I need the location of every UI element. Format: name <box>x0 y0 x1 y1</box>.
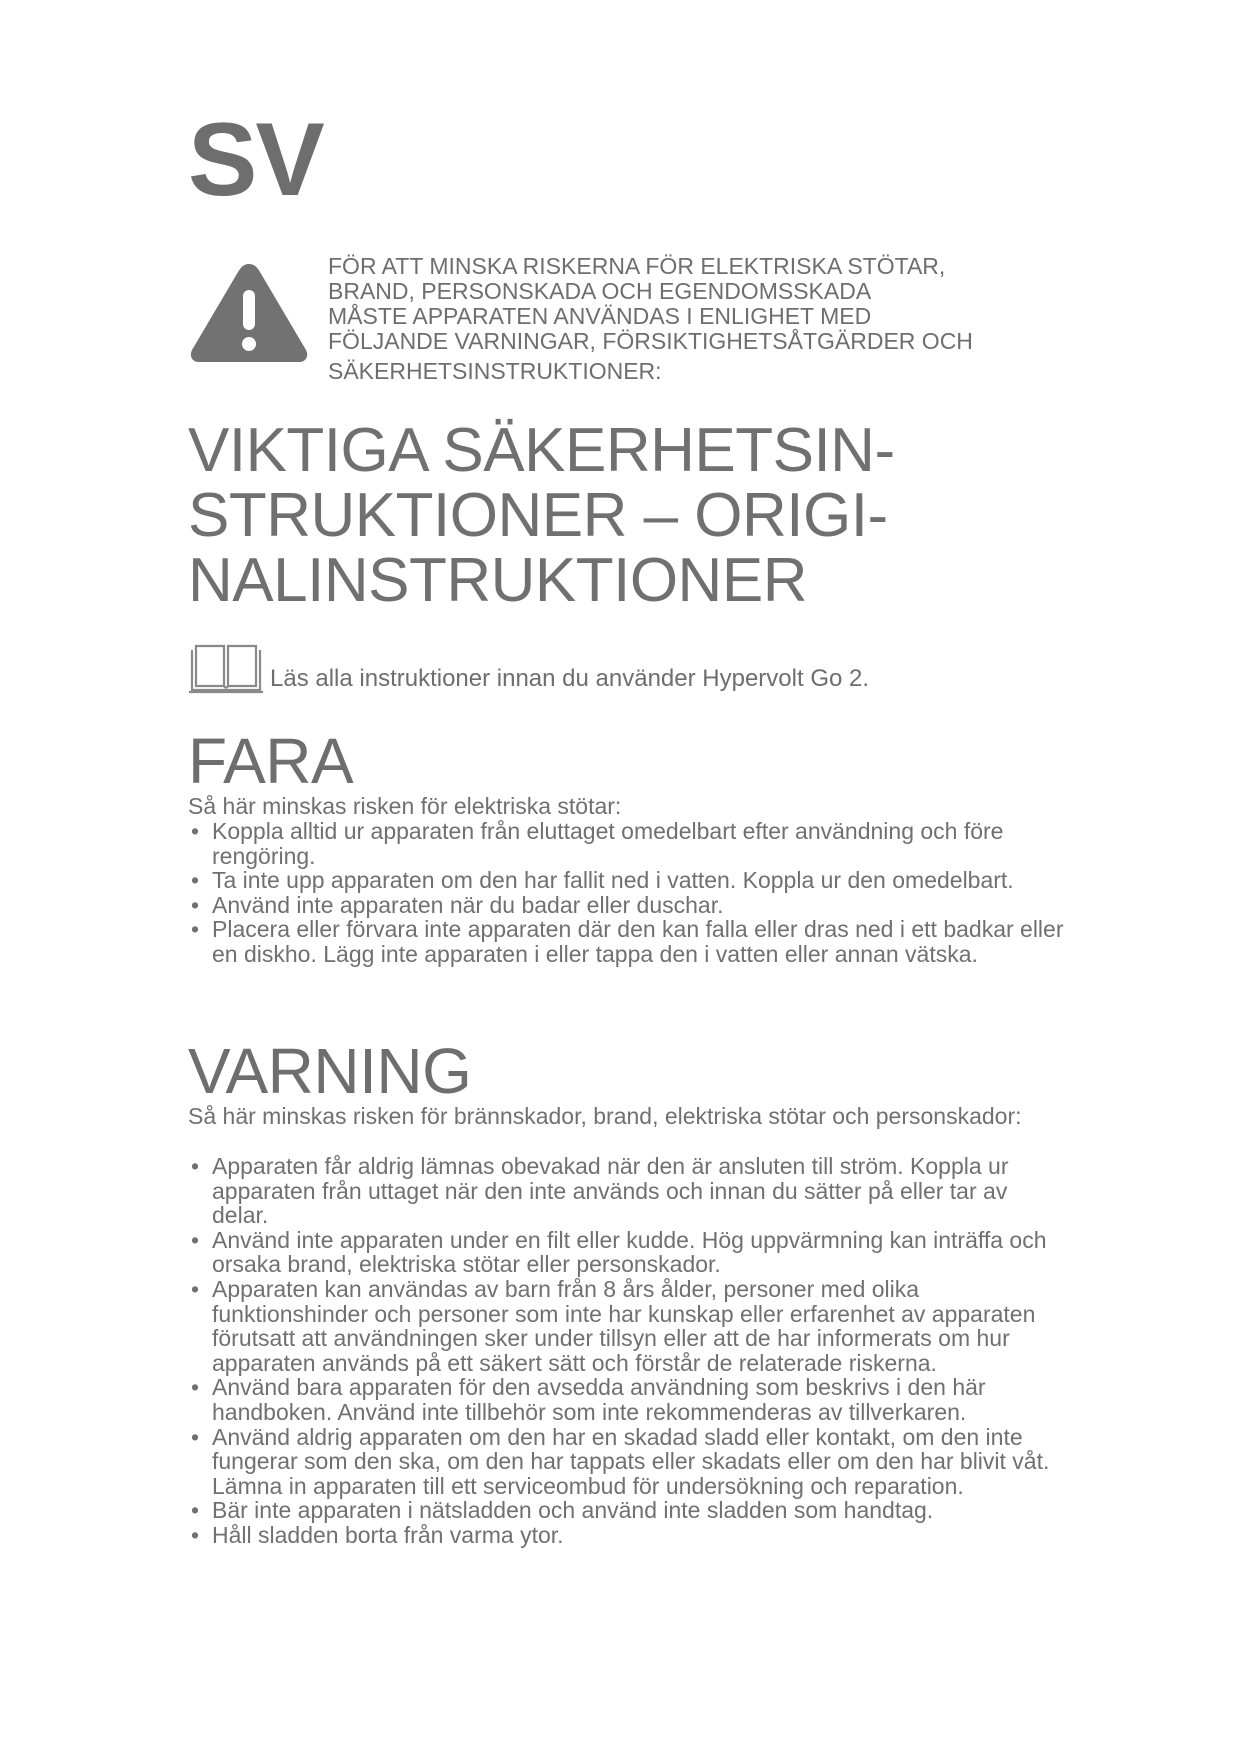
warning-statement <box>328 254 1088 384</box>
title-line: NALINSTRUKTIONER <box>188 546 807 615</box>
list-item: • Placera eller förvara inte apparaten där den kan falla eller dras ned i ett badkar eller en diskho. Lägg inte apparaten i eller tappa den i vatten eller annan vätska. <box>188 917 1068 966</box>
read-instructions-text: Läs alla instruktioner innan du använder Hypervolt Go 2. <box>270 665 870 692</box>
title-line: VIKTIGA SÄKERHETSIN- <box>188 416 895 485</box>
warning-line: BRAND, PERSONSKADA OCH EGENDOMSSKADA <box>328 278 872 304</box>
list-item: • Använd inte apparaten under en filt eller kudde. Hög uppvärmning kan inträffa och orsaka brand, elektriska stötar eller personskador. <box>188 1228 1068 1277</box>
warning-line: SÄKERHETSINSTRUKTIONER: <box>328 358 662 384</box>
danger-heading: FARA <box>188 725 354 797</box>
warning-triangle-icon <box>188 258 310 366</box>
list-item: • Använd bara apparaten för den avsedda användning som beskrivs i den här handboken. Använd inte tillbehör som inte rekommenderas av tillverkaren. <box>188 1375 1068 1424</box>
list-item: • Bär inte apparaten i nätsladden och använd inte sladden som handtag. <box>188 1498 1068 1523</box>
warning-intro: Så här minskas risken för brännskador, brand, elektriska stötar och personskador: <box>188 1103 1022 1129</box>
warning-line: MÅSTE APPARATEN ANVÄNDAS I ENLIGHET MED <box>328 303 872 329</box>
list-item: • Använd aldrig apparaten om den har en skadad sladd eller kontakt, om den inte fungerar som den ska, om den har tappats eller skadats eller om den har blivit våt. Lämna in apparaten till ett serviceombud för undersökning och reparation. <box>188 1425 1068 1499</box>
warning-heading: VARNING <box>188 1035 472 1107</box>
list-item: • Koppla alltid ur apparaten från eluttaget omedelbart efter användning och före rengöring. <box>188 819 1068 868</box>
list-item: • Apparaten kan användas av barn från 8 års ålder, personer med olika funktionshinder och personer som inte har kunskap eller erfarenhet av apparaten förutsatt att användningen sker under tillsyn eller att de har informerats om hur apparaten används på ett säkert sätt och förstår de relaterade riskerna. <box>188 1277 1068 1375</box>
warning-line: FÖLJANDE VARNINGAR, FÖRSIKTIGHETSÅTGÄRDER OCH <box>328 328 973 354</box>
main-title <box>188 418 1088 613</box>
title-line: STRUKTIONER – ORIGI- <box>188 481 888 550</box>
list-item: • Ta inte upp apparaten om den har fallit ned i vatten. Koppla ur den omedelbart. <box>188 868 1068 893</box>
list-item: • Använd inte apparaten när du badar eller duschar. <box>188 893 1068 918</box>
language-code: SV <box>188 102 323 218</box>
danger-intro: Så här minskas risken för elektriska stötar: <box>188 793 622 819</box>
list-item: • Håll sladden borta från varma ytor. <box>188 1523 1068 1548</box>
warning-list <box>188 1154 1068 1548</box>
danger-list <box>188 819 1068 967</box>
book-icon <box>188 640 264 694</box>
warning-line: FÖR ATT MINSKA RISKERNA FÖR ELEKTRISKA STÖTAR, <box>328 253 946 279</box>
list-item: • Apparaten får aldrig lämnas obevakad när den är ansluten till ström. Koppla ur apparaten från uttaget när den inte används och innan du sätter på eller tar av delar. <box>188 1154 1068 1228</box>
